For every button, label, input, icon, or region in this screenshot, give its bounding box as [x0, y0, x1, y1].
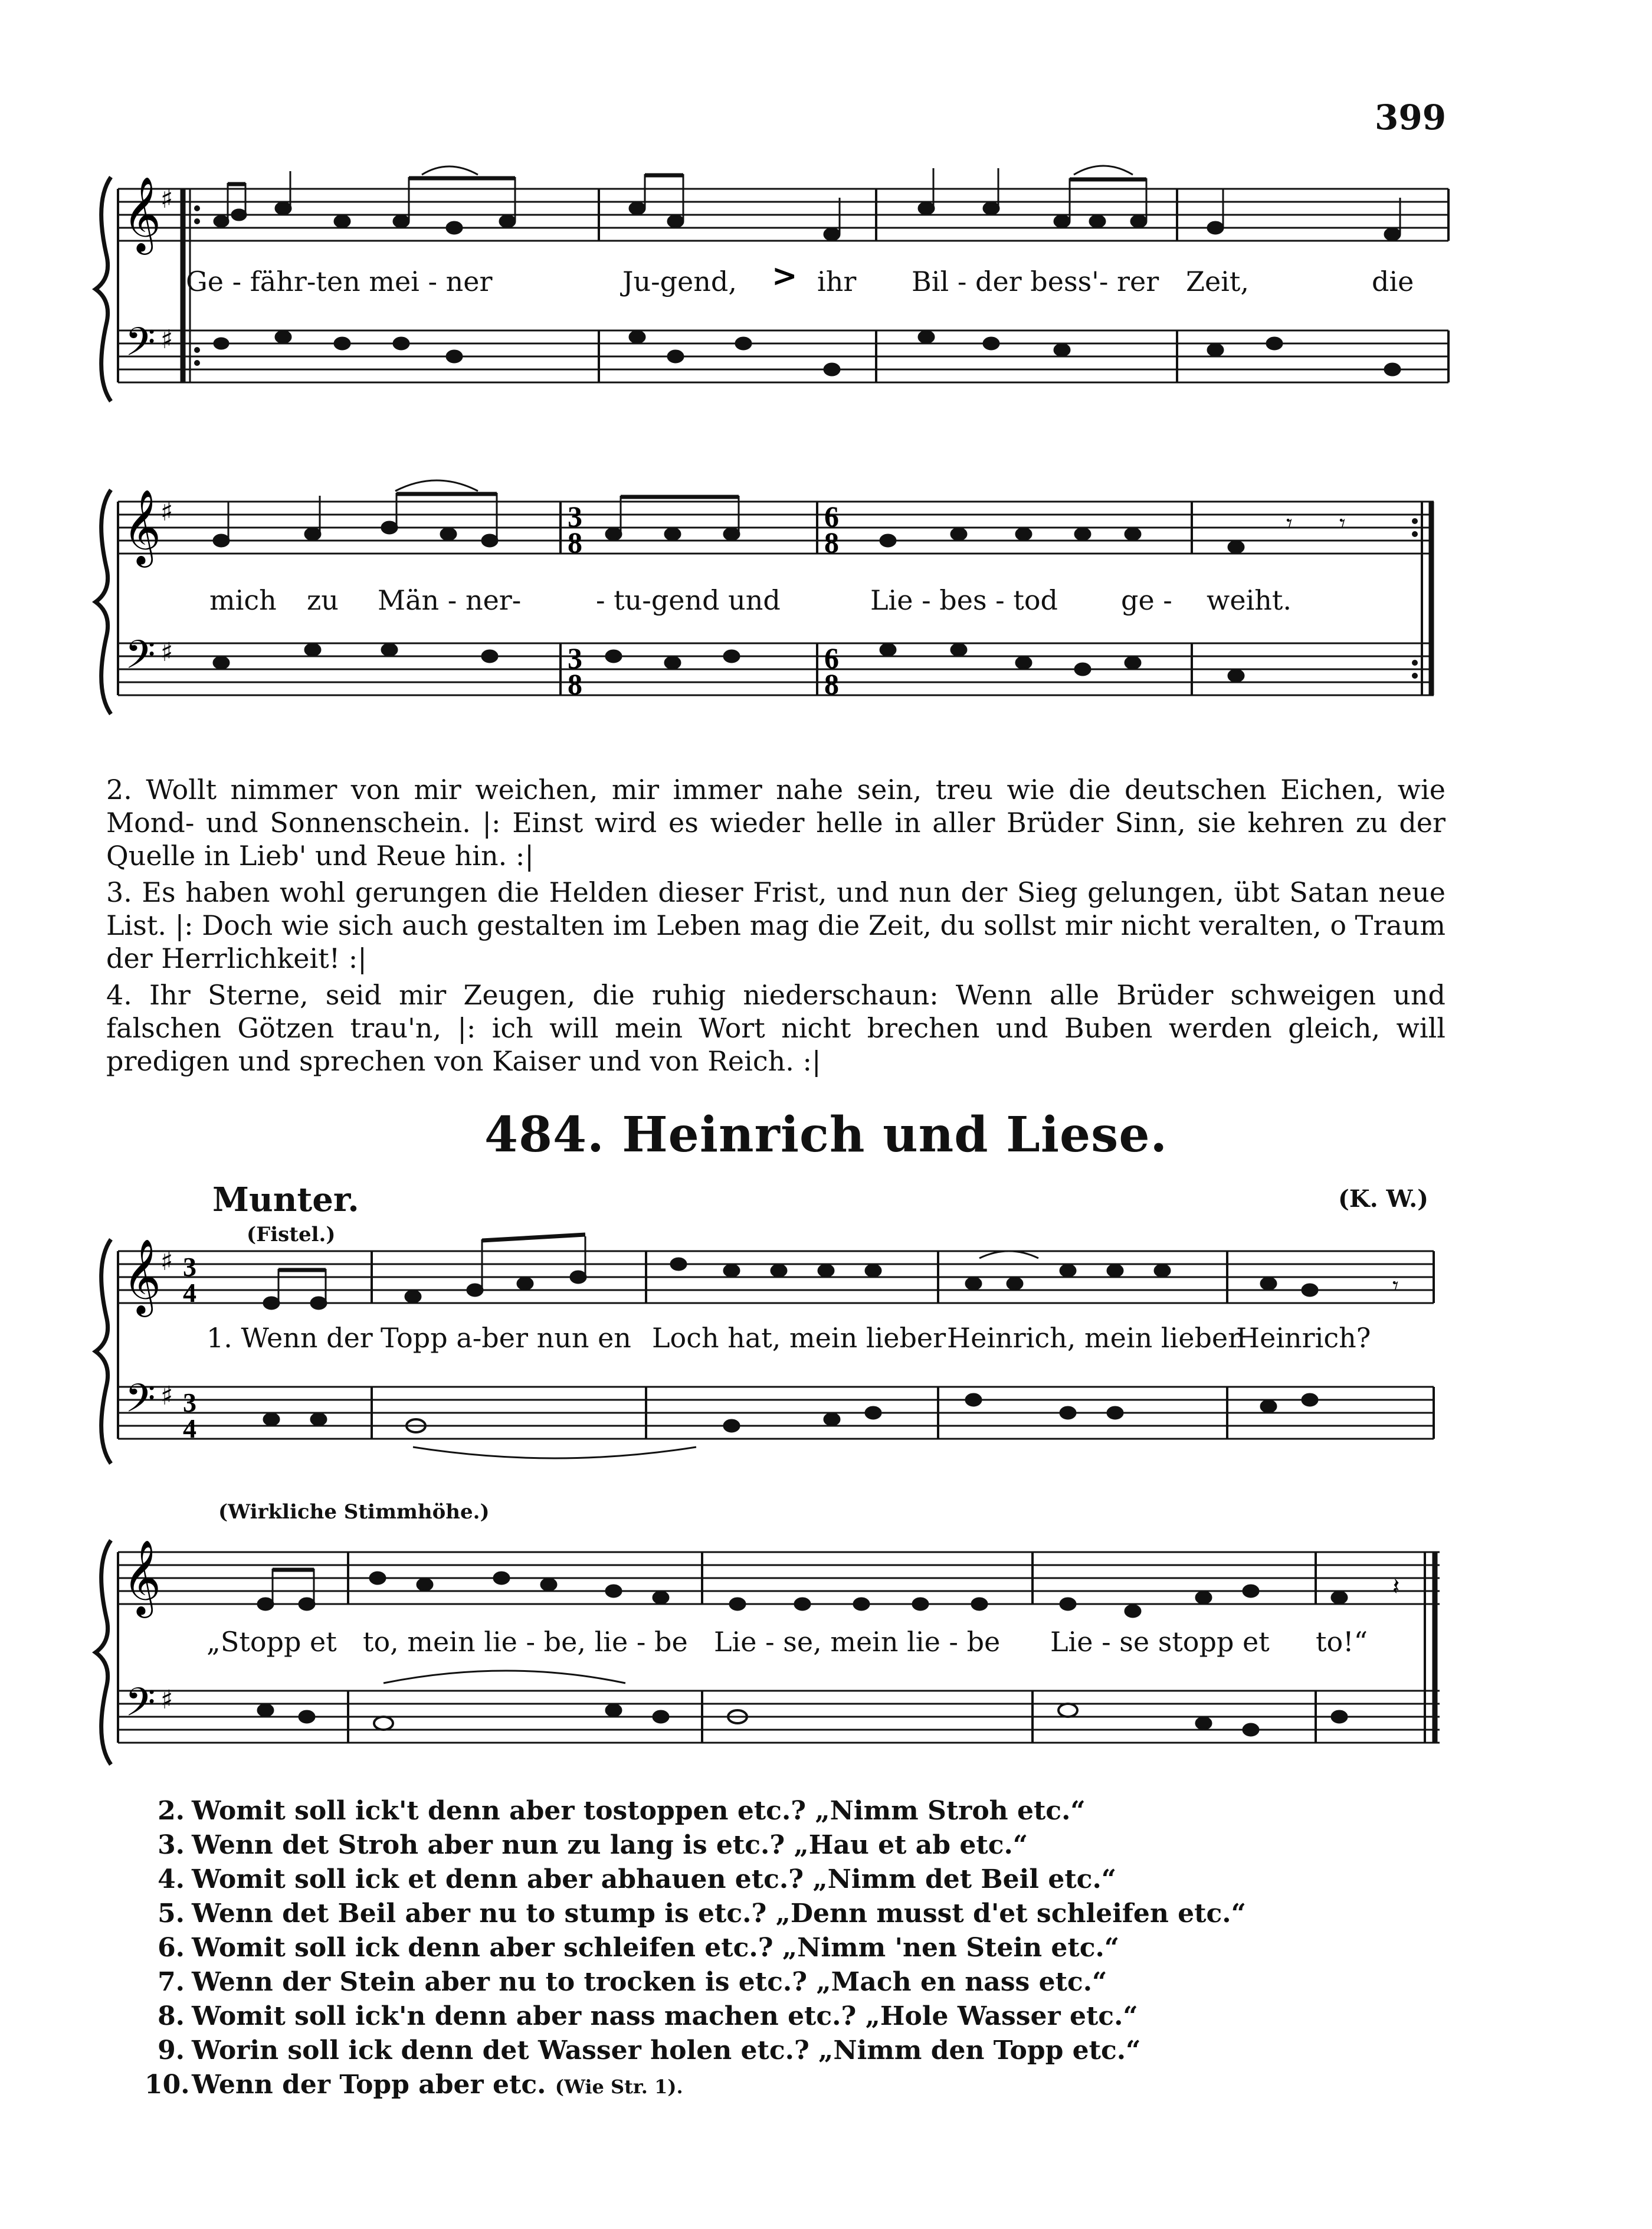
bass-staff	[118, 330, 1448, 382]
svg-text:♯: ♯	[160, 1246, 173, 1276]
music-system-1	[94, 165, 1451, 413]
verse-block	[106, 773, 1446, 1078]
svg-text:8: 8	[568, 526, 582, 559]
lyric: to!“	[1316, 1626, 1368, 1658]
source-attribution: (K. W.)	[1338, 1185, 1429, 1213]
lyric: 1. Wenn der	[206, 1322, 373, 1354]
pitch-note: (Wirkliche Stimmhöhe.)	[218, 1500, 490, 1524]
svg-text:>: >	[772, 258, 798, 294]
svg-text:4: 4	[183, 1413, 196, 1444]
stanza-list	[145, 1794, 1246, 2104]
svg-text:6: 6	[824, 500, 839, 533]
svg-text:8: 8	[568, 667, 582, 701]
music-system-2	[94, 478, 1451, 726]
lyric: die	[1372, 266, 1414, 297]
lyric: Män - ner-	[378, 584, 522, 616]
svg-text:4: 4	[183, 1278, 196, 1308]
lyric: Heinrich?	[1236, 1322, 1371, 1354]
voice-note: (Fistel.)	[247, 1223, 336, 1246]
lyric: Topp a-ber nun en	[381, 1322, 631, 1354]
svg-text:8: 8	[824, 526, 839, 559]
svg-text:𝄾: 𝄾	[1339, 510, 1346, 537]
treble-clef-icon: 𝄞	[123, 1539, 162, 1615]
lyric: Lie - se stopp et	[1050, 1626, 1270, 1658]
sharp-icon: ♯	[160, 325, 173, 355]
svg-text:3: 3	[183, 1387, 196, 1418]
svg-text:3: 3	[568, 500, 582, 533]
lyric: Zeit,	[1186, 266, 1250, 297]
svg-text:𝄽: 𝄽	[1392, 1573, 1400, 1600]
sharp-icon: ♯	[160, 184, 173, 214]
stanza: 10.Wenn der Topp aber etc. (Wie Str. 1).	[145, 2070, 683, 2100]
lyric: zu	[307, 584, 339, 616]
lyric: Bil - der bess'- rer	[912, 266, 1159, 297]
verse: 4. Ihr Sterne, seid mir Zeugen, die ruhig niederschaun: Wenn alle Brüder schweigen und falschen Götzen trau'n, |: ich will mein Wort nicht brechen und Buben werden gleich, will predigen und sprechen von Kaiser und von Reich. :|	[106, 979, 1446, 1077]
lyric: Heinrich, mein lieber	[947, 1322, 1241, 1354]
svg-text:𝄾: 𝄾	[1392, 1272, 1399, 1300]
lyric: Loch hat, mein lieber	[652, 1322, 946, 1354]
lyric: „Stopp et	[206, 1626, 337, 1658]
bass-clef-icon: 𝄢	[125, 1680, 156, 1734]
lyric: Lie - se, mein lie - be	[714, 1626, 1001, 1658]
svg-text:3: 3	[568, 641, 582, 675]
svg-text:♯: ♯	[160, 1685, 173, 1715]
music-system-4	[94, 1528, 1451, 1776]
time-signature	[183, 1252, 196, 1444]
music-system-3	[94, 1228, 1451, 1475]
lyric: to, mein lie - be, lie - be	[363, 1626, 688, 1658]
page-number: 399	[1375, 97, 1447, 138]
brace	[96, 177, 111, 401]
lyric: weiht.	[1207, 584, 1292, 616]
svg-text:6: 6	[824, 641, 839, 675]
stanza: 3. Wenn det Stroh aber nun zu lang is etc.? „Hau et ab etc.“	[158, 1830, 1028, 1860]
svg-text:♯: ♯	[160, 1381, 173, 1411]
svg-text:8: 8	[824, 667, 839, 701]
treble-clef-icon: 𝄞	[123, 1238, 162, 1314]
verse: 3. Es haben wohl gerungen die Helden dieser Frist, und nun der Sieg gelungen, übt Satan neue List. |: Doch wie sich auch gestalten im Leben mag die Zeit, du sollst mir nicht veralten, o Traum der Herrlichkeit! :|	[106, 876, 1446, 974]
tempo-marking: Munter.	[212, 1180, 359, 1219]
verse: 2. Wollt nimmer von mir weichen, mir immer nahe sein, treu wie die deutschen Eichen, wie Mond- und Sonnenschein. |: Einst wird es wieder helle in aller Brüder Sinn, sie kehren zu der Quelle in Lieb' und Reue hin. :|	[106, 774, 1446, 872]
svg-text:𝄾: 𝄾	[1286, 510, 1293, 537]
bass-clef-icon: 𝄢	[125, 632, 156, 687]
bass-clef-icon: 𝄢	[125, 1376, 156, 1431]
lyric: mich	[209, 584, 277, 616]
lyric: - tu-gend und	[596, 584, 781, 616]
svg-text:♯: ♯	[160, 497, 173, 527]
stanza: 6. Womit soll ick denn aber schleifen etc.? „Nimm 'nen Stein etc.“	[158, 1933, 1120, 1963]
stanza: 9. Worin soll ick denn det Wasser holen etc.? „Nimm den Topp etc.“	[158, 2035, 1141, 2066]
lyric: ihr	[817, 266, 857, 297]
svg-text:3: 3	[183, 1252, 196, 1282]
stanza: 8. Womit soll ick'n denn aber nass machen etc.? „Hole Wasser etc.“	[158, 2001, 1138, 2031]
bass-clef-icon: 𝄢	[125, 319, 156, 374]
treble-clef-icon: 𝄞	[123, 176, 162, 251]
treble-clef-icon: 𝄞	[123, 489, 162, 564]
lyric: Ge - fähr-ten mei - ner	[186, 266, 493, 297]
stanza: 7. Wenn der Stein aber nu to trocken is etc.? „Mach en nass etc.“	[158, 1967, 1107, 1997]
lyric: ge -	[1121, 584, 1172, 616]
stanza: 5. Wenn det Beil aber nu to stump is etc.? „Denn musst d'et schleifen etc.“	[158, 1899, 1246, 1929]
stanza: 2. Womit soll ick't denn aber tostoppen etc.? „Nimm Stroh etc.“	[158, 1796, 1086, 1826]
lyric: Lie - bes - tod	[870, 584, 1058, 616]
treble-staff	[118, 189, 1448, 241]
song-title: 484. Heinrich und Liese.	[484, 1107, 1168, 1163]
lyric: Ju-gend,	[622, 266, 737, 297]
stanza: 4. Womit soll ick et denn aber abhauen etc.? „Nimm det Beil etc.“	[158, 1864, 1117, 1894]
svg-text:♯: ♯	[160, 637, 173, 667]
